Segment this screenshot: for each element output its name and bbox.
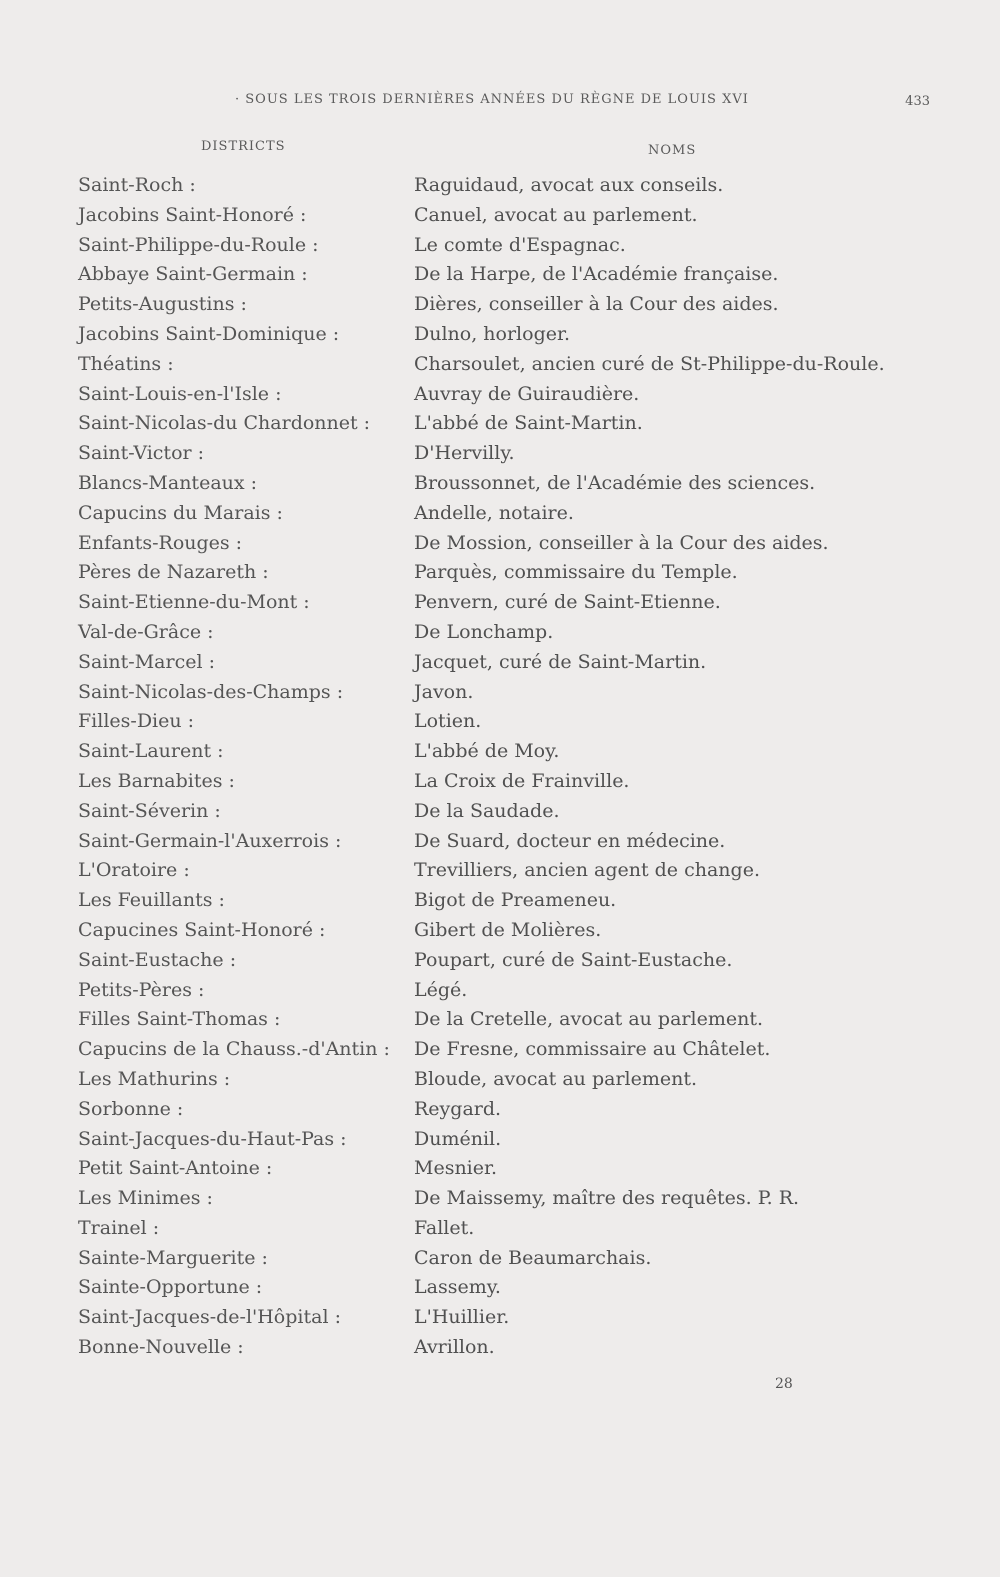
district-label: Saint-Séverin : [78,799,221,822]
person-name: Broussonnet, de l'Académie des sciences. [414,471,816,494]
list-item [0,678,1000,708]
list-item [0,1154,1000,1184]
district-label: Capucins du Marais : [78,501,283,524]
person-name: Auvray de Guiraudière. [414,382,640,405]
list-item [0,916,1000,946]
person-name: Gibert de Molières. [414,918,602,941]
list-item [0,1214,1000,1244]
person-name: Raguidaud, avocat aux conseils. [414,174,724,196]
district-label: Les Barnabites : [78,769,235,792]
list-item [0,1333,1000,1363]
district-label: Sainte-Marguerite : [78,1246,268,1269]
districts-column-header: DISTRICTS [201,139,286,154]
district-label: Saint-Etienne-du-Mont : [78,591,310,614]
list-item [0,290,1000,320]
district-label: Capucins de la Chauss.-d'Antin : [78,1038,390,1061]
list-item [0,171,1000,201]
list-item [0,499,1000,529]
person-name: De la Harpe, de l'Académie française. [414,263,779,286]
person-name: L'abbé de Moy. [414,740,560,763]
list-item [0,1005,1000,1035]
person-name: Duménil. [414,1127,502,1150]
district-label: Les Feuillants : [78,889,225,912]
district-label: Saint-Jacques-du-Haut-Pas : [78,1127,347,1150]
person-name: Andelle, notaire. [414,501,574,524]
list-item [0,350,1000,380]
district-label: Les Minimes : [78,1187,213,1210]
district-label: Saint-Jacques-de-l'Hôpital : [78,1306,341,1329]
person-name: Le comte d'Espagnac. [414,233,626,256]
district-label: Jacobins Saint-Dominique : [78,322,340,345]
district-label: Saint-Nicolas-des-Champs : [78,680,344,703]
person-name: Légé. [414,978,468,1001]
list-item [0,320,1000,350]
person-name: Trevilliers, ancien agent de change. [414,859,760,882]
person-name: Charsoulet, ancien curé de St-Philippe-du-Roule. [414,352,885,375]
district-label: Petits-Augustins : [78,293,247,316]
person-name: Bloude, avocat au parlement. [414,1067,698,1090]
person-name: D'Hervilly. [414,442,515,465]
person-name: Fallet. [414,1216,475,1239]
signature-mark: 28 [775,1376,793,1392]
district-label: Trainel : [78,1216,160,1239]
district-label: Saint-Laurent : [78,740,224,763]
person-name: Parquès, commissaire du Temple. [414,561,738,584]
person-name: De Lonchamp. [414,620,554,643]
person-name: Penvern, curé de Saint-Etienne. [414,591,721,614]
district-label: Saint-Eustache : [78,948,237,971]
list-item [0,976,1000,1006]
person-name: Mesnier. [414,1157,498,1180]
district-label: Petits-Pères : [78,978,205,1001]
district-label: Saint-Nicolas-du Chardonnet : [78,412,371,435]
district-label: Enfants-Rouges : [78,531,243,554]
district-label: Filles-Dieu : [78,710,195,733]
person-name: Reygard. [414,1097,502,1120]
district-label: Les Mathurins : [78,1067,231,1090]
person-name: De la Saudade. [414,799,560,822]
list-item [0,737,1000,767]
list-item [0,648,1000,678]
person-name: Canuel, avocat au parlement. [414,203,698,226]
list-item [0,469,1000,499]
district-label: Sorbonne : [78,1097,184,1120]
district-label: Saint-Philippe-du-Roule : [78,233,319,256]
list-item [0,1273,1000,1303]
list-item [0,380,1000,410]
list-item [0,827,1000,857]
list-item [0,1125,1000,1155]
person-name: Jacquet, curé de Saint-Martin. [414,650,707,673]
person-name: L'abbé de Saint-Martin. [414,412,643,435]
names-column-header: NOMS [648,143,697,158]
list-item [0,558,1000,588]
person-name: Bigot de Preameneu. [414,889,617,912]
list-item [0,260,1000,290]
page-number: 433 [905,94,930,109]
person-name: De Maissemy, maître des requêtes. P. R. [414,1187,800,1210]
person-name: L'Huillier. [414,1306,510,1329]
district-label: Val-de-Grâce : [78,620,214,643]
person-name: Dières, conseiller à la Cour des aides. [414,293,779,316]
district-label: Bonne-Nouvelle : [78,1336,244,1359]
district-label: Abbaye Saint-Germain : [78,263,308,286]
list-item [0,946,1000,976]
list-item [0,856,1000,886]
list-item [0,409,1000,439]
list-item [0,439,1000,469]
list-item [0,231,1000,261]
list-item [0,1035,1000,1065]
person-name: Poupart, curé de Saint-Eustache. [414,948,733,971]
list-item [0,529,1000,559]
person-name: De Suard, docteur en médecine. [414,829,726,852]
list-item [0,201,1000,231]
list-item [0,588,1000,618]
person-name: Lassemy. [414,1276,501,1299]
district-label: Saint-Roch : [78,174,196,196]
list-item [0,1303,1000,1333]
list-item [0,1244,1000,1274]
person-name: Dulno, horloger. [414,322,571,345]
list-item [0,797,1000,827]
district-label: Filles Saint-Thomas : [78,1008,281,1031]
district-label: L'Oratoire : [78,859,190,882]
district-label: Blancs-Manteaux : [78,471,258,494]
person-name: Lotien. [414,710,482,733]
district-label: Petit Saint-Antoine : [78,1157,273,1180]
district-label: Pères de Nazareth : [78,561,269,584]
district-label: Théatins : [78,352,174,375]
list-item [0,707,1000,737]
district-label: Saint-Germain-l'Auxerrois : [78,829,342,852]
district-name-list [0,171,1000,1363]
person-name: Caron de Beaumarchais. [414,1246,652,1269]
district-label: Capucines Saint-Honoré : [78,918,326,941]
person-name: De la Cretelle, avocat au parlement. [414,1008,763,1031]
district-label: Saint-Victor : [78,442,205,465]
district-label: Saint-Louis-en-l'Isle : [78,382,282,405]
person-name: De Mossion, conseiller à la Cour des aides. [414,531,829,554]
person-name: De Fresne, commissaire au Châtelet. [414,1038,771,1061]
district-label: Saint-Marcel : [78,650,215,673]
list-item [0,767,1000,797]
district-label: Sainte-Opportune : [78,1276,263,1299]
list-item [0,618,1000,648]
person-name: La Croix de Frainville. [414,769,630,792]
list-item [0,886,1000,916]
list-item [0,1095,1000,1125]
person-name: Javon. [414,680,474,703]
district-label: Jacobins Saint-Honoré : [78,203,307,226]
list-item [0,1065,1000,1095]
list-item [0,1184,1000,1214]
person-name: Avrillon. [414,1336,495,1359]
running-title: · SOUS LES TROIS DERNIÈRES ANNÉES DU RÈGNE DE LOUIS XVI [235,92,749,107]
